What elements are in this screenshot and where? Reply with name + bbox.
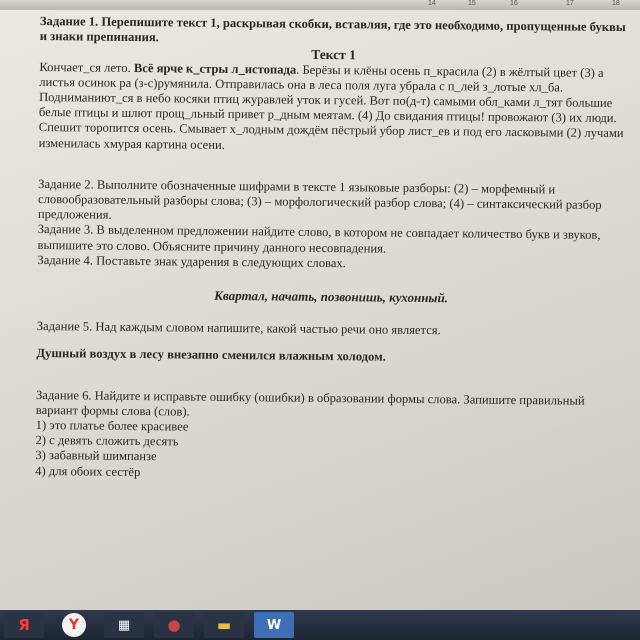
paragraph-3: Спешит торопится осень. Смывает х_лодным дождём пёстрый убор лист_ев и под его ласковыми (2) лучами изменилась хмурая картина осени. [38, 120, 624, 152]
text-title: Текст 1 [311, 47, 357, 63]
apps-grid-icon[interactable]: ▦ [104, 612, 144, 638]
ruler-mark: 18 [612, 0, 620, 7]
document-content [35, 14, 628, 485]
task-4-words: Квартал, начать, позвонишь, кухонный. [214, 287, 449, 306]
task-6: Задание 6. Найдите и исправьте ошибку (ошибки) в образовании формы слова. Запишите правильный вариант формы слова (слов). [35, 387, 585, 419]
folder-icon[interactable]: ▬ [204, 612, 244, 638]
yandex-browser-button[interactable] [54, 612, 94, 638]
media-app-icon[interactable]: ● [154, 612, 194, 638]
task-2: Задание 2. Выполните обозначенные шифрами в тексте 1 языковые разборы: (2) – морфемный и словообразовательный разборы слова; (3) – морфологический разбор слова; (4) – синтаксический разбор предложения. [37, 176, 602, 222]
yandex-button[interactable]: Я [4, 612, 44, 638]
p1-highlighted-sentence: Всё ярче к_стры л_истопада [133, 60, 297, 77]
taskbar [0, 610, 640, 640]
paragraph-2: Подниманиют_ся в небо косяки птиц журавлей уток и гусей. Вот по(д-т) самыми обл_ками л_тят большие белые птицы и шлют прощ_льный привет р_дным меятам. (4) До свидания птицы! провожают (3) их люди. [38, 90, 617, 126]
task-5-sentence: Душный воздух в лесу внезапно сменился влажным холодом. [36, 346, 386, 365]
ruler-mark: 14 [428, 0, 436, 7]
ruler-mark: 15 [468, 0, 476, 7]
document-page[interactable] [0, 10, 640, 610]
task-5: Задание 5. Над каждым словом напишите, какой частью речи оно является. [36, 319, 441, 338]
yandex-browser-icon: Y [62, 613, 86, 637]
list-item: 3) забавный шимпанзе [35, 448, 157, 464]
ruler-mark: 17 [566, 0, 574, 7]
task-1: Задание 1. Перепишите текст 1, раскрывая скобки, вставляя, где это необходимо, пропущенные буквы и знаки препинания. [39, 14, 626, 45]
task-3: Задание 3. В выделенном предложении найдите слово, в котором не совпадает количество букв и звуков, выпишите это слово. Объясните причину данного несовпадения. [37, 222, 601, 256]
list-item: 4) для обоих сестёр [35, 463, 141, 479]
ruler-mark: 16 [510, 0, 518, 7]
p1-start: Кончает_ся лето. [39, 59, 134, 75]
p1-rest: . Берёзы и клёны осень п_красила (2) в жёлтый цвет (3) а листья осинок ра (з-с)румянила. Отправилась она в леса поля луга убрала с п_лей з_лотые хл_ба. [39, 62, 604, 95]
list-item: 2) с девять сложить десять [35, 433, 179, 449]
word-app-button[interactable]: W [254, 612, 294, 638]
list-item: 1) это платье более красивее [35, 418, 189, 434]
task-4: Задание 4. Поставьте знак ударения в следующих словах. [37, 252, 346, 271]
